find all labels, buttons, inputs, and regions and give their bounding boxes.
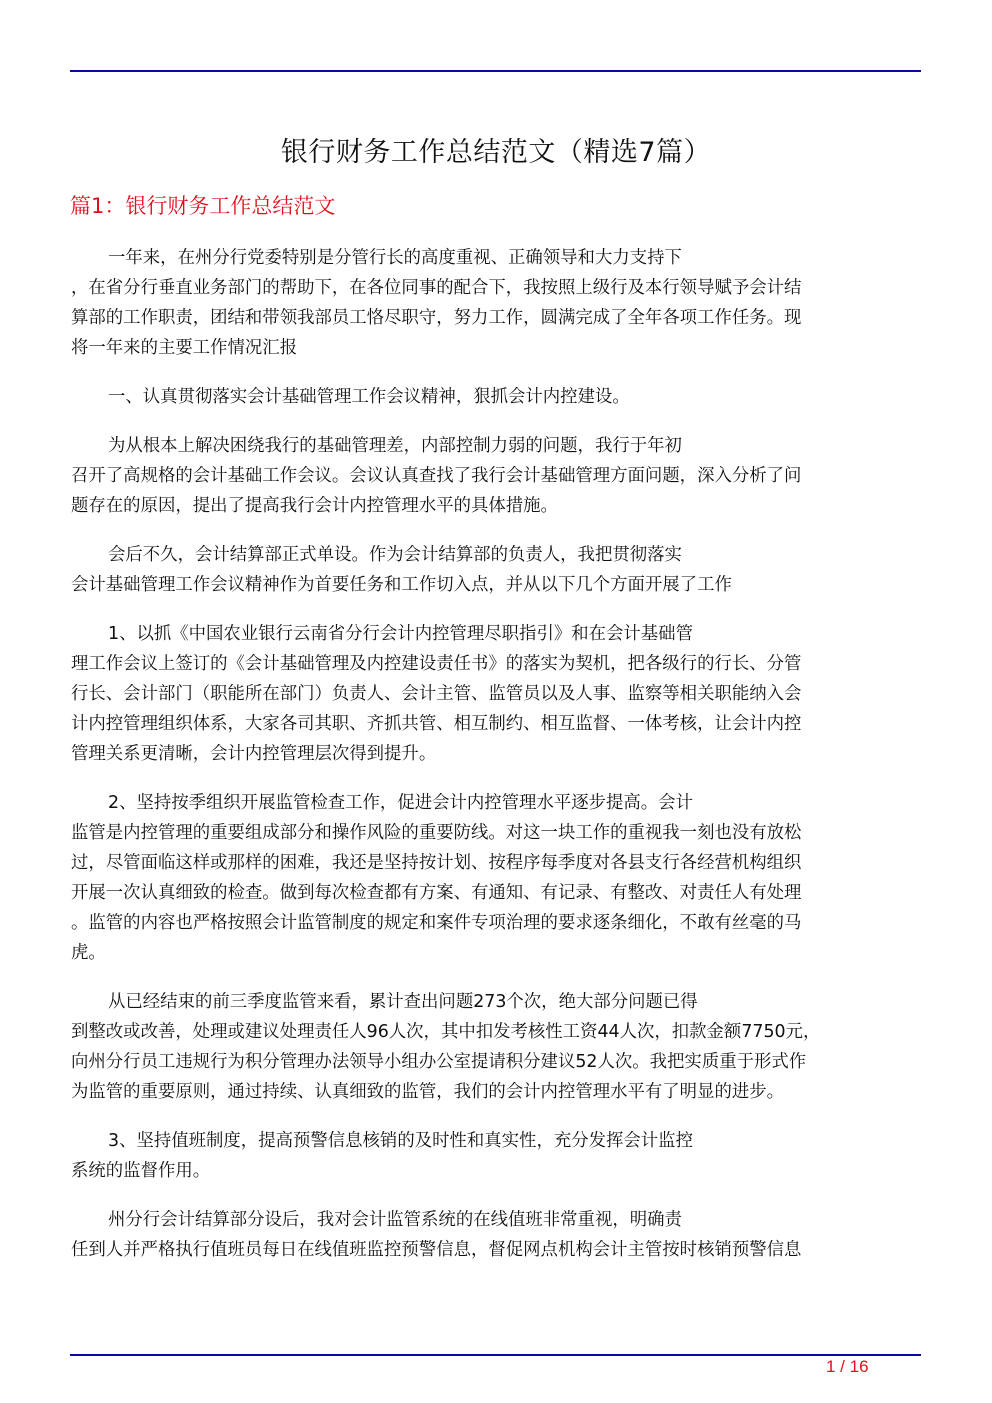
paragraph-heading bbox=[71, 382, 917, 412]
text-line: 监管是内控管理的重要组成部分和操作风险的重要防线。对这一块工作的重视我一刻也没有放松 bbox=[71, 823, 802, 843]
text-line: 理工作会议上签订的《会计基础管理及内控建设责任书》的落实为契机，把各级行的行长、分管 bbox=[71, 654, 802, 674]
text-line: 一年来，在州分行党委特别是分管行长的高度重视、正确领导和大力支持下 bbox=[108, 248, 682, 268]
text-line: 将一年来的主要工作情况汇报 bbox=[71, 338, 298, 358]
paragraph bbox=[71, 1126, 917, 1186]
text-line: 召开了高规格的会计基础工作会议。会议认真查找了我行会计基础管理方面问题，深入分析了问 bbox=[71, 466, 802, 486]
paragraph bbox=[71, 243, 917, 363]
text-line: 会后不久，会计结算部正式单设。作为会计结算部的负责人，我把贯彻落实 bbox=[108, 545, 682, 565]
paragraph bbox=[71, 431, 917, 521]
text-line: 州分行会计结算部分设后，我对会计监管系统的在线值班非常重视，明确责 bbox=[108, 1210, 682, 1230]
paragraph bbox=[71, 619, 917, 769]
text-line: 行长、会计部门（职能所在部门）负责人、会计主管、监管员以及人事、监察等相关职能纳入会 bbox=[71, 684, 802, 704]
header-rule bbox=[70, 70, 921, 72]
page-number: 1 / 16 bbox=[826, 1357, 869, 1376]
text-line: 2、坚持按季组织开展监管检查工作，促进会计内控管理水平逐步提高。会计 bbox=[108, 793, 693, 813]
section-title: 篇1：银行财务工作总结范文 bbox=[70, 194, 336, 218]
paragraph bbox=[71, 1205, 917, 1265]
text-line: 。监管的内容也严格按照会计监管制度的规定和案件专项治理的要求逐条细化，不敢有丝毫的马 bbox=[71, 913, 802, 933]
paragraph bbox=[71, 788, 917, 968]
text-line: ，在省分行垂直业务部门的帮助下，在各位同事的配合下，我按照上级行及本行领导赋予会计结 bbox=[71, 278, 802, 298]
document-body bbox=[71, 243, 917, 1284]
paragraph bbox=[71, 987, 917, 1107]
text-line: 算部的工作职责，团结和带领我部员工恪尽职守，努力工作，圆满完成了全年各项工作任务。现 bbox=[71, 308, 802, 328]
text-line: 为监管的重要原则，通过持续、认真细致的监管，我们的会计内控管理水平有了明显的进步。 bbox=[71, 1082, 785, 1102]
text-line: 任到人并严格执行值班员每日在线值班监控预警信息，督促网点机构会计主管按时核销预警信息 bbox=[71, 1240, 802, 1260]
footer-rule bbox=[70, 1354, 921, 1356]
text-line: 向州分行员工违规行为积分管理办法领导小组办公室提请积分建议52人次。我把实质重于形式作 bbox=[71, 1052, 807, 1072]
text-line: 到整改或改善，处理或建议处理责任人96人次，其中扣发考核性工资44人次，扣款金额7750元， bbox=[71, 1022, 821, 1042]
text-line: 一、认真贯彻落实会计基础管理工作会议精神，狠抓会计内控建设。 bbox=[108, 387, 630, 407]
text-line: 从已经结束的前三季度监管来看，累计查出问题273个次，绝大部分问题已得 bbox=[108, 992, 698, 1012]
text-line: 开展一次认真细致的检查。做到每次检查都有方案、有通知、有记录、有整改、对责任人有处理 bbox=[71, 883, 802, 903]
document-title: 银行财务工作总结范文（精选7篇） bbox=[280, 137, 712, 168]
text-line: 为从根本上解决困绕我行的基础管理差，内部控制力弱的问题，我行于年初 bbox=[108, 436, 682, 456]
text-line: 虎。 bbox=[71, 943, 106, 963]
paragraph bbox=[71, 540, 917, 600]
text-line: 过，尽管面临这样或那样的困难，我还是坚持按计划、按程序每季度对各县支行各经营机构组织 bbox=[71, 853, 802, 873]
text-line: 系统的监督作用。 bbox=[71, 1161, 211, 1181]
text-line: 会计基础管理工作会议精神作为首要任务和工作切入点，并从以下几个方面开展了工作 bbox=[71, 575, 732, 595]
text-line: 计内控管理组织体系，大家各司其职、齐抓共管、相互制约、相互监督、一体考核，让会计内控 bbox=[71, 714, 802, 734]
text-line: 题存在的原因，提出了提高我行会计内控管理水平的具体措施。 bbox=[71, 496, 558, 516]
text-line: 3、坚持值班制度，提高预警信息核销的及时性和真实性，充分发挥会计监控 bbox=[108, 1131, 693, 1151]
text-line: 管理关系更清晰，会计内控管理层次得到提升。 bbox=[71, 744, 437, 764]
text-line: 1、以抓《中国农业银行云南省分行会计内控管理尽职指引》和在会计基础管 bbox=[108, 624, 693, 644]
